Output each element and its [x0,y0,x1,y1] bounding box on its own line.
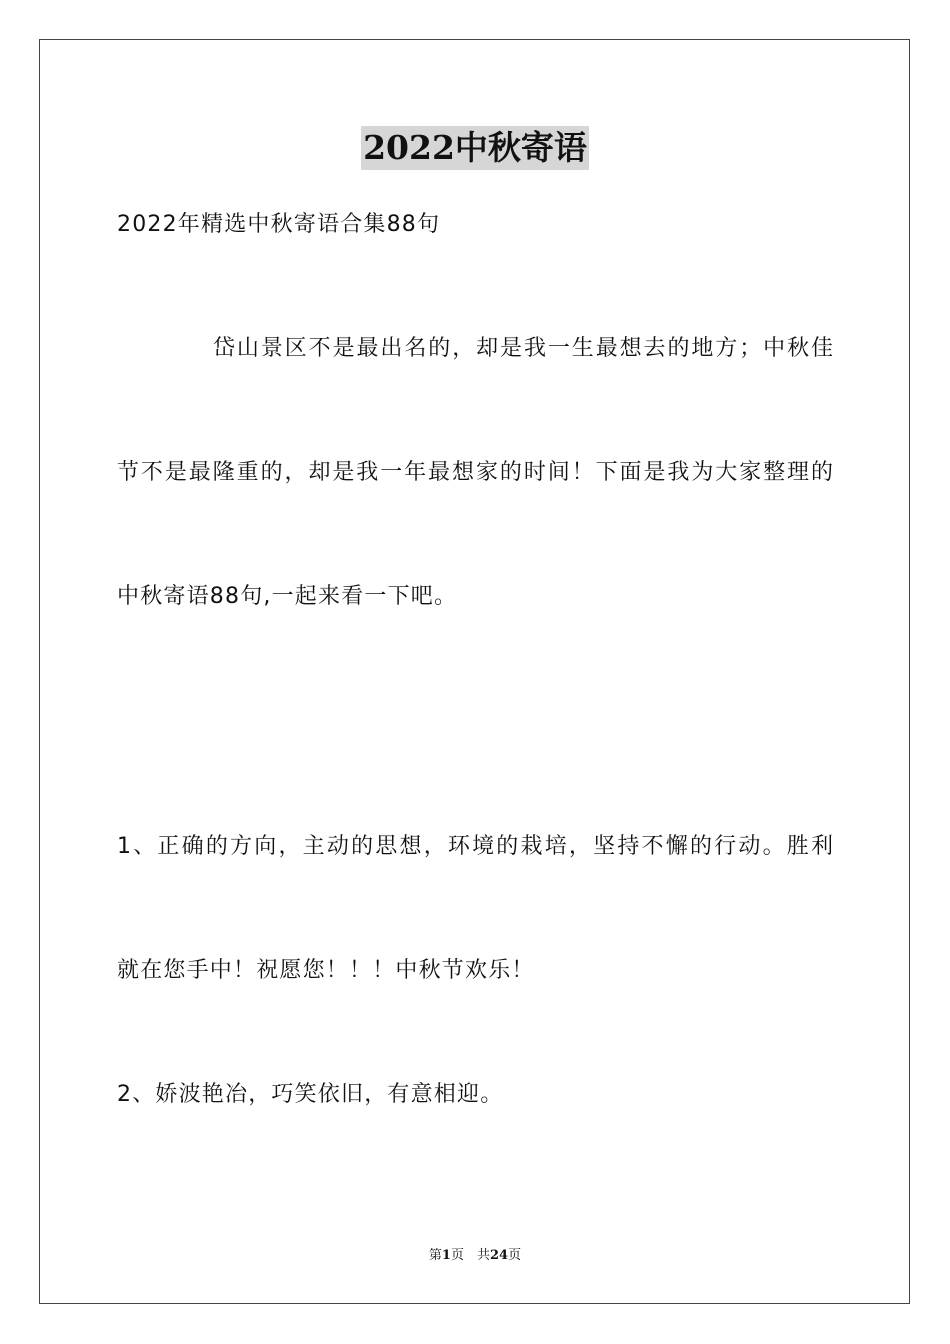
document-subtitle: 2022年精选中秋寄语合集88句 [117,212,441,237]
footer-page-number: 1 [441,1248,451,1263]
footer-total-pages: 24 [489,1248,509,1263]
intro-line-3: 中秋寄语88句,一起来看一下吧。 [117,584,458,609]
document-title: 2022中秋寄语 [361,126,589,170]
item-1-line-1: 1、正确的方向，主动的思想，环境的栽培，坚持不懈的行动。胜利 [117,834,833,859]
footer-suffix: 页 [508,1248,522,1263]
item-1-line-2: 就在您手中！祝愿您！！！中秋节欢乐！ [117,958,535,983]
title-container [0,126,950,170]
intro-line-1: 岱山景区不是最出名的，却是我一生最想去的地方；中秋佳 [213,336,833,361]
footer-mid: 页 共 [450,1248,490,1263]
item-2-line: 2、娇波艳冶，巧笑依旧，有意相迎。 [117,1082,504,1107]
page-footer [0,1247,950,1265]
footer-prefix: 第 [428,1248,442,1263]
intro-line-2: 节不是最隆重的，却是我一年最想家的时间！下面是我为大家整理的 [117,460,833,485]
